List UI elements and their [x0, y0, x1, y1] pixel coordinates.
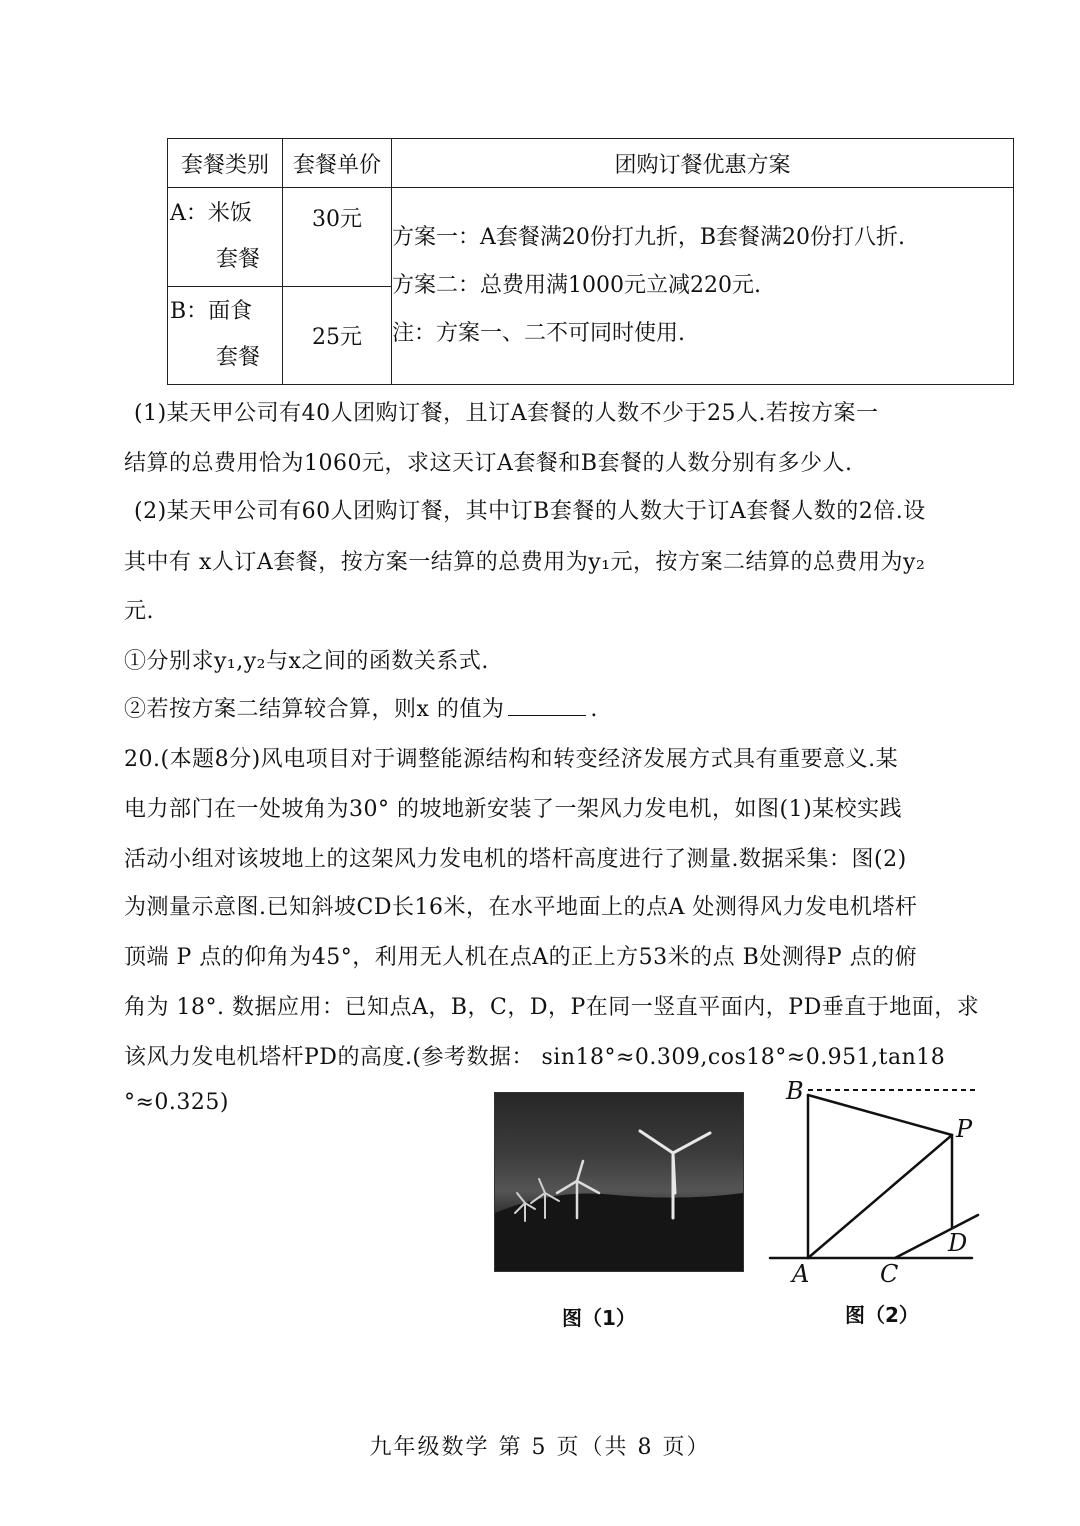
p20-line2: 电力部门在一处坡角为30° 的坡地新安装了一架风力发电机，如图(1)某校实践 — [124, 797, 903, 822]
plan-two: 方案二：总费用满1000元立减220元. — [392, 273, 761, 298]
sub-question-1: ①分别求y₁,y₂与x之间的函数关系式. — [124, 649, 489, 674]
p20-line3: 活动小组对该坡地上的这架风力发电机的塔杆高度进行了测量.数据采集：图(2) — [124, 847, 907, 872]
category-b-name: B：面食 — [170, 299, 253, 325]
point-p-label: P — [956, 1115, 973, 1143]
table-row — [168, 188, 1014, 287]
category-a-suffix: 套餐 — [215, 246, 260, 272]
q1-line2: 结算的总费用恰为1060元，求这天订A套餐和B套餐的人数分别有多少人. — [124, 451, 853, 476]
q1-line1: (1)某天甲公司有40人团购订餐，且订A套餐的人数不少于25人.若按方案一 — [134, 401, 879, 426]
geometry-diagram — [760, 1075, 990, 1290]
page-footer: 九年级数学 第 5 页（共 8 页） — [369, 1435, 711, 1460]
category-b — [168, 286, 283, 385]
point-a-label: A — [792, 1260, 810, 1288]
table-header-row — [168, 139, 1014, 188]
offer-table — [167, 138, 1014, 385]
sub-question-2-text: ②若按方案二结算较合算，则x 的值为 — [124, 697, 505, 722]
point-d-label: D — [948, 1229, 968, 1257]
point-b-label: B — [786, 1077, 804, 1105]
q2-line3: 元. — [124, 599, 154, 624]
price-a: 30元 — [283, 188, 392, 287]
p20-line4: 为测量示意图.已知斜坡CD长16米，在水平地面上的点A 处测得风力发电机塔杆 — [124, 895, 918, 920]
plan-cell — [392, 188, 1014, 385]
wind-turbine-icon — [495, 1093, 743, 1271]
wind-turbine-photo — [494, 1092, 744, 1272]
plan-one: 方案一：A套餐满20份打九折，B套餐满20份打八折. — [392, 225, 906, 250]
plan-note: 注：方案一、二不可同时使用. — [392, 321, 685, 346]
p20-line5: 顶端 P 点的仰角为45°，利用无人机在点A的正上方53米的点 B处测得P 点的俯 — [124, 945, 918, 970]
category-b-suffix: 套餐 — [215, 345, 260, 371]
p20-line1: 20.(本题8分)风电项目对于调整能源结构和转变经济发展方式具有重要意义.某 — [124, 747, 899, 772]
category-a — [168, 188, 283, 287]
header-plan: 团购订餐优惠方案 — [392, 139, 1014, 188]
sub-question-2-end: . — [590, 697, 598, 722]
p20-line6: 角为 18°. 数据应用：已知点A，B，C，D，P在同一竖直平面内，PD垂直于地面，求 — [124, 995, 980, 1020]
point-c-label: C — [880, 1260, 899, 1288]
figure1-caption: 图（1） — [562, 1306, 636, 1330]
q2-line2: 其中有 x人订A套餐，按方案一结算的总费用为y₁元，按方案二结算的总费用为y₂ — [124, 550, 926, 575]
p20-line8: °≈0.325) — [124, 1090, 229, 1115]
figure2-caption: 图（2） — [845, 1303, 919, 1327]
q2-line1: (2)某天甲公司有60人团购订餐，其中订B套餐的人数大于订A套餐人数的2倍.设 — [134, 499, 926, 524]
category-a-name: A：米饭 — [170, 200, 252, 226]
price-b: 25元 — [283, 286, 392, 385]
header-price: 套餐单价 — [283, 139, 392, 188]
p20-line7: 该风力发电机塔杆PD的高度.(参考数据： sin18°≈0.309,cos18°≈0.951,tan18 — [124, 1045, 946, 1070]
answer-blank — [508, 695, 586, 716]
sub-question-2 — [124, 692, 598, 723]
header-category: 套餐类别 — [168, 139, 283, 188]
